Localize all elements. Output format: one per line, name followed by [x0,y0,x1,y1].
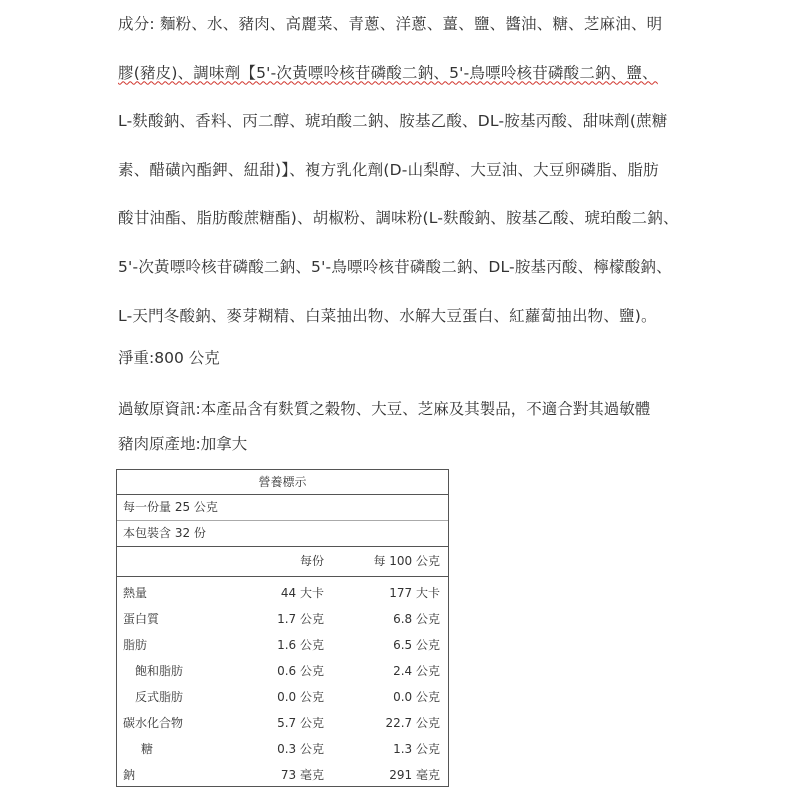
ingredients-block [118,10,678,350]
nutrition-title: 營養標示 [117,470,448,495]
ingredients-line-text: 膠(豬皮)、調味劑【5'-次黃嘌呤核苷磷酸二鈉、5'-鳥嘌呤核苷磷酸二鈉、鹽、 [118,63,658,82]
nutrition-row-fat [117,632,448,658]
row-per-100g: 177 大卡 [389,586,440,600]
row-per-serving: 44 大卡 [280,586,324,600]
nutrition-row-saturated-fat [117,658,448,684]
row-per-100g: 291 毫克 [389,768,440,782]
ingredients-line: 成分: 麵粉、水、豬肉、高麗菜、青蔥、洋蔥、薑、鹽、醬油、糖、芝麻油、明 [118,15,663,33]
row-per-serving: 1.7 公克 [277,612,324,626]
row-per-serving: 0.6 公克 [277,664,324,678]
row-label: 蛋白質 [123,612,160,626]
nutrition-row-sugar [117,736,448,762]
row-per-serving: 0.3 公克 [277,742,324,756]
nutrition-row-trans-fat [117,684,448,710]
net-weight: 淨重:800 公克 [118,349,220,367]
row-label: 飽和脂肪 [135,664,184,678]
col-per-serving: 每份 [299,554,324,568]
row-per-serving: 5.7 公克 [277,716,324,730]
nutrition-row-protein [117,606,448,632]
row-per-serving: 1.6 公克 [277,638,324,652]
ingredients-line: L-麩酸鈉、香料、丙二醇、琥珀酸二鈉、胺基乙酸、DL-胺基丙酸、甜味劑(蔗糖 [118,112,668,131]
ingredients-line: 素、醋磺內酯鉀、紐甜)】、複方乳化劑(D-山梨醇、大豆油、大豆卵磷脂、脂肪 [118,160,659,179]
row-per-serving: 73 毫克 [280,768,324,782]
serving-size: 每一份量 25 公克 [123,500,218,514]
nutrition-row-sodium [117,762,448,788]
servings-per-pack: 本包裝含 32 份 [117,520,448,546]
row-label: 糖 [141,742,154,756]
row-per-100g: 2.4 公克 [393,664,440,678]
pork-origin: 豬肉原產地:加拿大 [118,435,248,453]
ingredients-line: 5'-次黃嘌呤核苷磷酸二鈉、5'-鳥嘌呤核苷磷酸二鈉、DL-胺基丙酸、檸檬酸鈉、 [118,257,672,276]
row-per-100g: 0.0 公克 [393,690,440,704]
row-label: 脂肪 [123,638,148,652]
row-per-serving: 0.0 公克 [277,690,324,704]
nutrition-table [116,469,449,787]
nutrition-row-carbohydrate [117,710,448,736]
row-label: 反式脂肪 [135,690,184,704]
nutrition-rows [117,577,448,788]
allergen-info: 過敏原資訊:本產品含有麩質之穀物、大豆、芝麻及其製品，不適合對其過敏體 [118,400,651,418]
ingredients-line: L-天門冬酸鈉、麥芽糊精、白菜抽出物、水解大豆蛋白、紅蘿蔔抽出物、鹽)。 [118,306,657,325]
nutrition-column-header [117,546,448,577]
row-per-100g: 22.7 公克 [385,716,440,730]
ingredients-line: 酸甘油酯、脂肪酸蔗糖酯)、胡椒粉、調味粉(L-麩酸鈉、胺基乙酸、琥珀酸二鈉、 [118,209,679,228]
ingredients-line [118,59,678,108]
row-label: 熱量 [123,586,148,600]
row-per-100g: 6.5 公克 [393,638,440,652]
row-per-100g: 1.3 公克 [393,742,440,756]
row-per-100g: 6.8 公克 [393,612,440,626]
col-per-100g: 每 100 公克 [373,554,440,568]
nutrition-row-calories [117,580,448,606]
row-label: 鈉 [123,768,136,782]
row-label: 碳水化合物 [123,716,184,730]
